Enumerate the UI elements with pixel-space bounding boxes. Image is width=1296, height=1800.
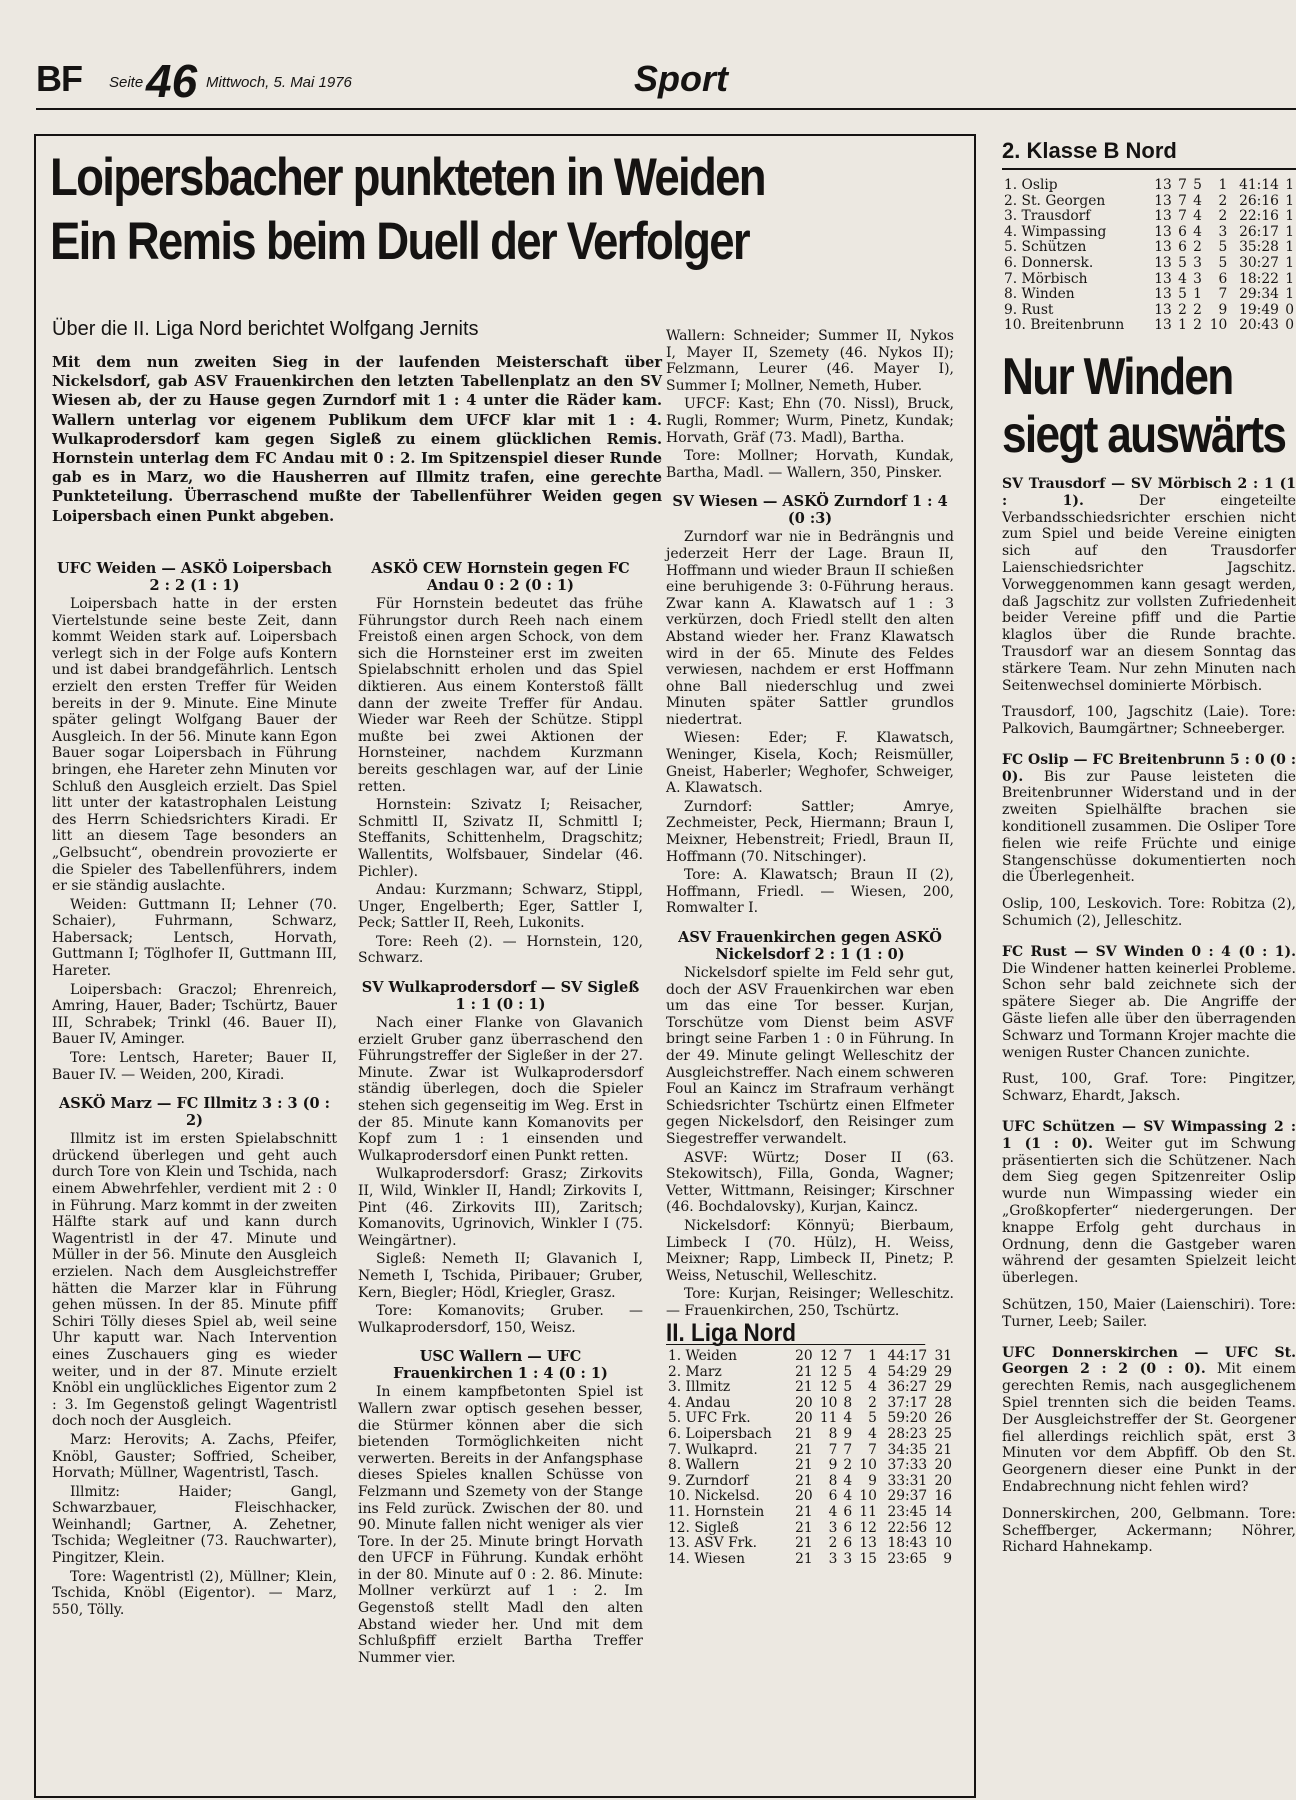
stat-cell: 3 (1218, 223, 1228, 240)
team-cell: 6. Loipersbach (668, 1426, 772, 1443)
stat-cell: 16 (934, 1488, 952, 1505)
table-row (666, 1536, 954, 1552)
stat-cell: 21 (795, 1379, 813, 1396)
stat-cell: 2 (843, 1457, 853, 1474)
stat-cell: 26 (934, 1410, 952, 1427)
stat-cell: 4 (843, 1410, 853, 1427)
lineup: Illmitz: Haider; Gangl, Schwarzbauer, Fleischhacker, Weinhandl; Gartner, A. Zehetner, Tschida; Wegleitner (73. Rauchwarter), Pingitzer, Klein. (52, 1483, 337, 1567)
table-row (1002, 194, 1296, 210)
lineup: Marz: Herovits; A. Zachs, Pfeifer, Knöbl, Gauster; Soffried, Scheiber, Horvath; Müllner, Wagentristl, Tasch. (52, 1431, 337, 1482)
stat-cell: 2 (1218, 192, 1228, 209)
stat-cell: 9 (843, 1426, 853, 1443)
lineup: Zurndorf: Sattler; Amrye, Zechmeister, Peck, Hiermann; Braun I, Meixner, Hebenstreit; Friedl, Braun II, Hoffmann (70. Nitschinger). (666, 798, 954, 865)
team-cell: 11. Hornstein (668, 1504, 765, 1520)
team-cell: 10. Breitenbrunn (1004, 317, 1125, 334)
stat-cell: 20 (795, 1410, 813, 1427)
stat-cell: 31 (934, 1348, 952, 1365)
liga-table-title: II. Liga Nord (666, 1325, 925, 1345)
game-title: UFC Schützen — SV Wimpassing 2 : 1 (1 : 0). (1002, 1119, 1296, 1152)
game-report: Loipersbach hatte in der ersten Viertelstunde seine beste Zeit, dann kommt Weiden stark auf. Loipersbach verlegt sich in der Folge aufs Kontern und ist dabei brandgefährlich. Lentsch erzielt den ersten Treffer für Weiden bereits in der 9. Minute. Eine Minute später gelingt Wolfgang Bauer der Ausgleich. In der 56. Minute kann Egon Bauer sogar Loipersbach in Führung bringen, ehe Hareter zehn Minuten vor Schluß den Ausgleich erzielt. Das Spiel litt unter der katastrophalen Leistung des Herrn Schiedsrichters Kiradi. Er litt an diesem Tage besonders an „Gelbsucht“, obendrein provozierte er die Spieler des Tabellenführers, indem er sie ständig auslachte. (52, 596, 337, 895)
stat-cell: 5 (1218, 254, 1228, 271)
team-cell: 9. Zurndorf (668, 1472, 749, 1489)
page-number: 46 (146, 55, 198, 107)
stat-cell: 29:37 (887, 1488, 928, 1505)
stat-cell: 5 (843, 1379, 853, 1396)
lineup: Loipersbach: Graczol; Ehrenreich, Amring, Hauer, Bader; Tschürtz, Bauer III, Schrabek; Trinkl (46. Bauer II), Bauer IV, Aminger. (52, 981, 337, 1048)
game-info: Trausdorf, 100, Jagschitz (Laie). Tore: Palkovich, Baumgärtner; Schneeberger. (1002, 704, 1296, 738)
stat-cell: 4 (828, 1504, 838, 1520)
game-report: Illmitz ist im ersten Spielabschnitt drückend überlegen und geht auch durch Tore von Klein und Tschida, nach einem Abwehrfehler, verdient mit 2 : 0 in Führung. Marz kommt in der zweiten Hälfte stark auf und kann durch Wagentristl in der 47. Minute und Müller in der 56. Minute den Ausgleich erzielen. Nach dem Ausgleichstreffer hätten die Marzer klar in Führung gehen müssen. In der 85. Minute pfiff Schiri Tölly dieses Spiel ab, weil seine Uhr kaputt war. Nach Intervention eines Zuschauers ging es wieder weiter, und in der 87. Minute erzielt Knöbl ein unglückliches Eigentor zum 2 : 3. Im Gegenstoß gelingt Wagentristl doch noch der Ausgleich. (52, 1131, 337, 1430)
table-row (666, 1443, 954, 1459)
stat-cell: 1 (1285, 270, 1294, 287)
stat-cell: 21 (934, 1441, 952, 1458)
game-title: SV Trausdorf — SV Mörbisch 2 : 1 (1 : 1). (1002, 475, 1296, 509)
team-cell: 14. Wiesen (668, 1550, 745, 1567)
game-title: UFC Weiden — ASKÖ Loipersbach 2 : 2 (1 : 1) (57, 560, 332, 594)
column-2 (358, 554, 643, 1666)
lineup: Andau: Kurzmann; Schwarz, Stippl, Unger, Engelberth; Eger, Sattler I, Peck; Sattler II, Reeh, Lukonits. (358, 882, 643, 932)
stat-cell: 21 (795, 1441, 813, 1458)
goals: Tore: Lentsch, Hareter; Bauer II, Bauer IV. — Weiden, 200, Kiradi. (52, 1050, 337, 1083)
game-title: FC Oslip — FC Breitenbrunn 5 : 0 (0 : 0). (1002, 751, 1296, 785)
table-row (666, 1427, 954, 1443)
stat-cell: 34:35 (887, 1441, 928, 1458)
lineup: Hornstein: Szivatz I; Reisacher, Schmittl II, Szivatz II, Schmittl I; Steffanits, Schittenhelm, Dragschitz; Wallentits, Wolfsbauer, Sindelar (46. Pichler). (358, 797, 643, 880)
table-row (666, 1396, 954, 1412)
stat-cell: 5 (868, 1410, 877, 1427)
stat-cell: 7 (1178, 208, 1187, 225)
table-row (666, 1458, 954, 1474)
goals: Tore: A. Klawatsch; Braun II (2), Hoffmann, Friedl. — Wiesen, 200, Romwalter I. (666, 867, 954, 917)
goals: Tore: Kurjan, Reisinger; Welleschitz. — Frauenkirchen, 250, Tschürtz. (666, 1286, 954, 1319)
stat-cell: 13 (1154, 317, 1172, 334)
stat-cell: 2 (1178, 301, 1187, 318)
team-cell: 9. Rust (1004, 301, 1054, 318)
table-row (1002, 272, 1296, 288)
game-title: ASKÖ CEW Hornstein gegen FC Andau 0 : 2 (0 : 1) (371, 560, 630, 594)
game-report: Zurndorf war nie in Bedrängnis und jederzeit Herr der Lage. Braun II, Hoffmann und wieder Braun II schießen eine beruhigende 3: 0-Führung heraus. Zwar kann A. Klawatsch auf 1 : 3 verkürzen, doch Friedl stellt den alten Abstand wieder her. Franz Klawatsch wird in der 65. Minute des Feldes verwiesen, nachdem er erst Hoffmann ohne Ball niederschlug und zwei Minuten später Sattler grundlos niedertrat. (666, 529, 954, 728)
team-cell: 2. Marz (668, 1363, 722, 1380)
stat-cell: 0 (1285, 301, 1294, 318)
team-cell: 6. Donnersk. (1004, 254, 1094, 271)
stat-cell: 4 (868, 1379, 877, 1396)
article-headline (50, 146, 833, 274)
stat-cell: 21 (795, 1457, 813, 1474)
stat-cell: 29 (934, 1363, 952, 1380)
stat-cell: 12 (819, 1348, 838, 1365)
stat-cell: 54:29 (887, 1363, 928, 1380)
stat-cell: 2 (868, 1394, 877, 1411)
stat-cell: 6 (843, 1535, 853, 1552)
stat-cell: 23:45 (887, 1504, 928, 1520)
stat-cell: 4 (843, 1488, 853, 1505)
stat-cell: 9 (828, 1457, 838, 1474)
stat-cell: 5 (1178, 254, 1187, 271)
stat-cell: 4 (1193, 223, 1202, 240)
game-info: Rust, 100, Graf. Tore: Pingitzer, Schwarz, Ehardt, Jaksch. (1002, 1071, 1296, 1105)
stat-cell: 26:17 (1239, 223, 1279, 240)
stat-cell: 59:20 (887, 1410, 928, 1427)
stat-cell: 2 (1193, 239, 1202, 256)
stat-cell: 6 (1218, 270, 1228, 287)
stat-cell: 33:31 (887, 1472, 928, 1489)
stat-cell: 13 (1154, 301, 1172, 318)
stat-cell: 13 (1154, 270, 1172, 287)
stat-cell: 1 (1178, 317, 1187, 334)
stat-cell: 1 (1285, 223, 1294, 240)
stat-cell: 44:17 (887, 1348, 928, 1365)
stat-cell: 7 (1218, 286, 1228, 303)
stat-cell: 15 (859, 1550, 877, 1567)
stat-cell: 2 (1193, 317, 1202, 334)
team-cell: 13. ASV Frk. (668, 1535, 758, 1552)
stat-cell: 6 (1178, 223, 1187, 240)
goals: Tore: Wagentristl (2), Müllner; Klein, Tschida, Knöbl (Eigentor). — Marz, 550, Tölly. (52, 1568, 337, 1618)
team-cell: 8. Wallern (668, 1457, 740, 1474)
stat-cell: 1 (1285, 254, 1294, 271)
headline-line-1: Loipersbacher punkteten in Weiden (50, 148, 765, 207)
stat-cell: 20 (934, 1457, 952, 1474)
section-title: Sport (634, 58, 728, 99)
stat-cell: 1 (1285, 192, 1294, 209)
stat-cell: 22:56 (887, 1519, 928, 1536)
team-cell: 5. UFC Frk. (668, 1410, 751, 1427)
stat-cell: 4 (1193, 208, 1202, 225)
stat-cell: 13 (1154, 192, 1172, 209)
table-row (666, 1365, 954, 1381)
team-cell: 3. Illmitz (668, 1379, 731, 1396)
stat-cell: 1 (1285, 286, 1294, 303)
stat-cell: 19:49 (1239, 301, 1279, 318)
table-row (1002, 209, 1296, 225)
goals: Tore: Komanovits; Gruber. — Wulkaprodersdorf, 150, Weisz. (358, 1303, 643, 1336)
stat-cell: 4 (868, 1426, 877, 1443)
table-row (666, 1474, 954, 1490)
stat-cell: 12 (859, 1519, 877, 1536)
stat-cell: 21 (795, 1550, 813, 1567)
right-column (1002, 134, 1296, 1570)
right-headline-line-1: Nur Winden (1002, 347, 1233, 406)
stat-cell: 21 (795, 1535, 813, 1552)
stat-cell: 21 (795, 1363, 813, 1380)
stat-cell: 22:16 (1239, 208, 1279, 225)
stat-cell: 7 (1178, 177, 1187, 193)
stat-cell: 4 (1178, 270, 1187, 287)
game-info: Donnerskirchen, 200, Gelbmann. Tore: Scheffberger, Ackermann; Nöhrer, Richard Hahnekamp. (1002, 1505, 1296, 1556)
stat-cell: 1 (1285, 239, 1294, 256)
team-cell: 2. St. Georgen (1004, 192, 1106, 209)
team-cell: 8. Winden (1004, 286, 1075, 303)
stat-cell: 2 (828, 1535, 838, 1552)
stat-cell: 30:27 (1239, 254, 1279, 271)
game-title: ASV Frauenkirchen gegen ASKÖ Nickelsdorf 2 : 1 (1 : 0) (678, 929, 942, 963)
stat-cell: 41:14 (1239, 177, 1279, 193)
stat-cell: 14 (934, 1504, 952, 1520)
team-cell: 3. Trausdorf (1004, 208, 1091, 225)
lineup: Nickelsdorf: Könnyü; Bierbaum, Limbeck I (70. Hülz), H. Weiss, Meixner; Rapp, Limbeck II, Pinetz; P. Weiss, Netuschil, Welleschitz. (666, 1217, 954, 1284)
game-report: UFC Schützen — SV Wimpassing 2 : 1 (1 : 0). Weiter gut im Schwung präsentierten sich die Schützener. Nach dem Sieg gegen Spitzenreiter Oslip wurde nun Wimpassing wieder ein „Großkopferter“ niedergerungen. Der knappe Erfolg geht durchaus in Ordnung, denn die Gastgeber waren während der gesamten Spielzeit leicht überlegen. (1002, 1119, 1296, 1287)
stat-cell: 25 (934, 1426, 952, 1443)
stat-cell: 7 (843, 1441, 853, 1458)
stat-cell: 0 (1285, 317, 1294, 334)
game-report: Nickelsdorf spielte im Feld sehr gut, doch der ASV Frauenkirchen war eben um das eine Tor besser. Kurjan, Torschütze vom Dienst beim ASVF bringt seine Farben 1 : 0 in Führung. In der 49. Minute gelingt Welleschitz der Ausgleichstreffer. Nach einem schweren Foul an Kaincz im Strafraum verhängt Schiedsrichter Tschürtz einen Elfmeter gegen Nickelsdorf, den Reisinger zum Siegestreffer verwandelt. (666, 965, 954, 1147)
stat-cell: 7 (843, 1348, 853, 1365)
table-row (1002, 318, 1296, 334)
stat-cell: 10 (819, 1394, 838, 1411)
team-cell: 5. Schützen (1004, 239, 1087, 256)
game-title: SV Wiesen — ASKÖ Zurndorf 1 : 4 (0 :3) (672, 493, 948, 528)
stat-cell: 10 (859, 1488, 877, 1505)
headline-line-2: Ein Remis beim Duell der Verfolger (50, 212, 749, 271)
stat-cell: 29 (934, 1379, 952, 1396)
issue-date: Mittwoch, 5. Mai 1976 (206, 74, 352, 91)
stat-cell: 13 (1154, 208, 1172, 225)
game-info: Oslip, 100, Leskovich. Tore: Robitza (2), Schumich (2), Jelleschitz. (1002, 896, 1296, 930)
stat-cell: 20 (795, 1348, 813, 1365)
stat-cell: 4 (1193, 192, 1202, 209)
table-row (1002, 240, 1296, 256)
table-row (666, 1411, 954, 1427)
lineup: Weiden: Guttmann II; Lehner (70. Schaier), Fuhrmann, Schwarz, Habersack; Lentsch, Horvath, Guttmann I; Töglhofer II, Guttmann III, Hareter. (52, 896, 337, 980)
stat-cell: 21 (795, 1472, 813, 1489)
column-3 (666, 326, 954, 1567)
team-cell: 1. Oslip (1004, 177, 1058, 193)
stat-cell: 12 (934, 1519, 952, 1536)
table-row (666, 1380, 954, 1396)
stat-cell: 11 (859, 1504, 877, 1520)
stat-cell: 13 (1154, 254, 1172, 271)
stat-cell: 21 (795, 1519, 813, 1536)
stat-cell: 28 (934, 1394, 952, 1411)
stat-cell: 1 (1218, 177, 1228, 193)
stat-cell: 1 (1285, 208, 1294, 225)
stat-cell: 13 (1154, 286, 1172, 303)
stat-cell: 3 (828, 1519, 838, 1536)
stat-cell: 3 (1193, 254, 1202, 271)
stat-cell: 21 (795, 1426, 813, 1443)
stat-cell: 21 (795, 1504, 813, 1520)
stat-cell: 10 (859, 1457, 877, 1474)
game-report: FC Rust — SV Winden 0 : 4 (0 : 1). Die Windener hatten keinerlei Probleme. Schon sehr bald zeichnete sich der spätere Sieger ab. Die Angriffe der Gäste liefen alle über den überragenden Schwarz und Tormann Krojer machte die wenigen Ruster Chancen zunichte. (1002, 943, 1296, 1061)
team-cell: 1. Weiden (668, 1348, 738, 1365)
stat-cell: 13 (859, 1535, 877, 1552)
table-row (666, 1489, 954, 1505)
stat-cell: 2 (1218, 208, 1228, 225)
stat-cell: 3 (1193, 270, 1202, 287)
game-report: SV Trausdorf — SV Mörbisch 2 : 1 (1 : 1). Der eingeteilte Verbandsschiedsrichter erschien nicht zum Spiel und beide Vereine einigten sich auf den Trausdorfer Laienschiedsrichter Jagschitz. Vorweggenommen kann gesagt werden, daß Jagschitz zur vollsten Zufriedenheit beider Vereine pfiff und die Partie klaglos über die Runde brachte. Trausdorf war an diesem Sonntag das stärkere Team. Nur zehn Minuten nach Seitenwechsel dominierte Mörbisch. (1002, 475, 1296, 694)
liga-standings-table (666, 1349, 954, 1567)
game-title: ASKÖ Marz — FC Illmitz 3 : 3 (0 : 2) (58, 1095, 331, 1130)
stat-cell: 7 (868, 1441, 877, 1458)
byline: Über die II. Liga Nord berichtet Wolfgang Jernits (52, 318, 479, 340)
team-cell: 7. Wulkaprd. (668, 1441, 758, 1458)
stat-cell: 8 (828, 1426, 838, 1443)
stat-cell: 37:33 (887, 1457, 928, 1474)
game-report: FC Oslip — FC Breitenbrunn 5 : 0 (0 : 0). Bis zur Pause leisteten die Breitenbrunner Widerstand und in der zweiten Spielhälfte brachen sie konditionell zusammen. Die Osliper Tore fielen wie reife Früchte und einige Stangenschüsse dokumentierten noch die Überlegenheit. (1002, 751, 1296, 886)
stat-cell: 4 (868, 1363, 877, 1380)
stat-cell: 8 (828, 1472, 838, 1489)
table-row (1002, 287, 1296, 303)
stat-cell: 37:17 (887, 1394, 928, 1411)
table-row (1002, 225, 1296, 241)
stat-cell: 20:43 (1239, 317, 1279, 334)
team-cell: 7. Mörbisch (1004, 270, 1088, 287)
stat-cell: 12 (819, 1363, 838, 1380)
lineup: Sigleß: Nemeth II; Glavanich I, Nemeth I, Tschida, Piribauer; Gruber, Kern, Biegler; Hödl, Kriegler, Grasz. (358, 1251, 643, 1301)
stat-cell: 10 (1209, 317, 1228, 334)
stat-cell: 4 (843, 1472, 853, 1489)
stat-cell: 23:65 (887, 1550, 928, 1567)
game-title: USC Wallern — UFC Frauenkirchen 1 : 4 (0 : 1) (393, 1348, 608, 1383)
team-cell: 12. Sigleß (668, 1519, 739, 1536)
klasse-standings-table (1002, 178, 1296, 334)
stat-cell: 8 (843, 1394, 853, 1411)
masthead-rule (36, 108, 1296, 110)
game-title: UFC Donnerskirchen — UFC St. Georgen 2 : 2 (0 : 0). (1002, 1344, 1296, 1378)
stat-cell: 10 (934, 1535, 952, 1552)
goals: Tore: Mollner; Horvath, Kundak, Bartha, Madl. — Wallern, 350, Pinsker. (666, 448, 954, 481)
stat-cell: 6 (828, 1488, 838, 1505)
table-row (1002, 256, 1296, 272)
stat-cell: 35:28 (1239, 239, 1279, 256)
stat-cell: 20 (795, 1394, 813, 1411)
stat-cell: 5 (1178, 286, 1187, 303)
stat-cell: 7 (1178, 192, 1187, 209)
stat-cell: 20 (795, 1488, 813, 1505)
lineup: Wallern: Schneider; Summer II, Nykos I, Mayer II, Szemety (46. Nykos II); Felzmann, Leurer (46. Mayer I), Summer I; Mollner, Nemeth, Huber. (666, 328, 954, 394)
stat-cell: 5 (1193, 177, 1202, 193)
stat-cell: 9 (943, 1550, 952, 1567)
page-label: Seite (109, 74, 144, 91)
stat-cell: 36:27 (887, 1379, 928, 1396)
stat-cell: 18:22 (1239, 270, 1279, 287)
stat-cell: 7 (828, 1441, 838, 1458)
stat-cell: 5 (1218, 239, 1228, 256)
stat-cell: 28:23 (887, 1426, 928, 1443)
stat-cell: 20 (934, 1472, 952, 1489)
stat-cell: 26:16 (1239, 192, 1279, 209)
stat-cell: 13 (1154, 239, 1172, 256)
game-info: Schützen, 150, Maier (Laienschiri). Tore: Turner, Leeb; Sailer. (1002, 1297, 1296, 1330)
table-row (666, 1505, 954, 1521)
table-row (666, 1349, 954, 1365)
stat-cell: 13 (1154, 177, 1172, 193)
right-headline-line-2: siegt auswärts (1002, 405, 1286, 464)
stat-cell: 12 (819, 1379, 838, 1396)
game-title: FC Rust — SV Winden 0 : 4 (0 : 1). (1002, 943, 1296, 960)
lineup: UFCF: Kast; Ehn (70. Nissl), Bruck, Rugli, Rommer; Wurm, Pinetz, Kundak; Horvath, Gräf (73. Madl), Bartha. (666, 396, 954, 446)
team-cell: 4. Wimpassing (1004, 223, 1107, 240)
lineup: Wiesen: Eder; F. Klawatsch, Weninger, Kisela, Koch; Reismüller, Gneist, Haberler; Weghofer, Schweiger, A. Klawatsch. (666, 730, 954, 797)
stat-cell: 18:43 (887, 1535, 928, 1552)
lineup: Wulkaprodersdorf: Grasz; Zirkovits II, Wild, Winkler II, Handl; Zirkovits I, Pint (46. Zirkovits III), Zaritsch; Komanovits, Ugrinovich, Winkler I (75. Weingärtner). (358, 1166, 643, 1249)
stat-cell: 9 (868, 1472, 877, 1489)
stat-cell: 6 (843, 1519, 853, 1536)
right-headline (1002, 347, 1286, 464)
stat-cell: 6 (1178, 239, 1187, 256)
game-report: Nach einer Flanke von Glavanich erzielt Gruber ganz überraschend den Führungstreffer der Sigleßer in der 27. Minute. Zwar ist Wulkaprodersdorf ständig überlegen, doch die Spieler stehen sich gegenseitig im Weg. Erst in der 85. Minute kann Komanovits per Kopf zum 1 : 1 einsenden und Wulkaprodersdorf einen Punkt retten. (358, 1015, 643, 1164)
game-report: Für Hornstein bedeutet das frühe Führungstor durch Reeh nach einem Freistoß einen argen Schock, von dem sich die Hornsteiner erst im zweiten Spielabschnitt erholen und das Spiel diktieren. Aus einem Konterstoß fällt dann der zweite Treffer für Andau. Wieder war Reeh der Schütze. Stippl mußte bei zwei Aktionen der Hornsteiner, nachdem Kurzmann bereits geschlagen war, auf der Linie retten. (358, 596, 643, 795)
lineup: ASVF: Würtz; Doser II (63. Stekowitsch), Filla, Gonda, Wagner; Vetter, Wittmann, Reisinger; Kirschner (46. Bochdalovsky), Kurjan, Kaincz. (666, 1149, 954, 1216)
stat-cell: 3 (843, 1550, 853, 1567)
stat-cell: 29:34 (1239, 286, 1279, 303)
game-report: In einem kampfbetonten Spiel ist Wallern zwar optisch gesehen besser, die Stürmer können aber die sich bietenden Tormöglichkeiten nicht verwerten. Bereits in der Anfangsphase dieses Spieles knallen Schüsse von Felzmann und Szemety von der Stange ins Feld zurück. Zwischen der 80. und 90. Minute fallen nicht weniger als vier Tore. In der 25. Minute bringt Horvath den UFCF in Führung. Kundak erhöht in der 80. Minute auf 0 : 2. 86. Minute: Mollner verkürzt auf 1 : 2. Im Gegenstoß stellt Madl den alten Abstand wieder her. Und mit dem Schlußpfiff erzielt Bartha Treffer Nummer vier. (358, 1384, 643, 1666)
table-row (666, 1521, 954, 1537)
stat-cell: 3 (828, 1550, 838, 1567)
goals: Tore: Reeh (2). — Hornstein, 120, Schwarz. (358, 933, 643, 967)
game-report: UFC Donnerskirchen — UFC St. Georgen 2 : 2 (0 : 0). Mit einem gerechten Remis, nach ausgeglichenem Spiel trennten sich die beiden Teams. Der Ausgleichstreffer der St. Georgener fiel allerdings reichlich spät, erst 3 Minuten vor dem Abpfiff. Ob den St. Georgenern dieser eine Punkt in der Endabrechnung nicht fehlen wird? (1002, 1344, 1296, 1495)
stat-cell: 6 (843, 1504, 853, 1520)
newspaper-logo: BF (36, 58, 82, 99)
article-intro: Mit dem nun zweiten Sieg in der laufenden Meisterschaft über Nickelsdorf, gab ASV Frauenkirchen den letzten Tabellenplatz an den SV Wiesen ab, der zu Hause gegen Zurndorf mit 1 : 4 unter die Räder kam. Wallern unterlag vor eigenem Publikum dem UFCF klar mit 1 : 4. Wulkaprodersdorf kam gegen Sigleß zu einem glücklichen Remis. Hornstein unterlag dem FC Andau mit 0 : 2. Im Spitzenspiel dieser Runde gab es in Marz, wo die Hausherren auf Illmitz trafen, eine gerechte Punkteteilung. Überraschend mußte der Tabellenführer Weiden gegen Loipersbach einen Punkt abgeben. (52, 354, 662, 525)
stat-cell: 9 (1218, 301, 1228, 318)
stat-cell: 1 (868, 1348, 877, 1365)
game-title: SV Wulkaprodersdorf — SV Sigleß 1 : 1 (0 : 1) (361, 979, 640, 1014)
stat-cell: 13 (1154, 223, 1172, 240)
klasse-table-title: 2. Klasse B Nord (1002, 138, 1296, 170)
table-row (1002, 178, 1296, 194)
team-cell: 10. Nickelsd. (668, 1488, 760, 1505)
masthead (36, 52, 1296, 110)
table-row (666, 1552, 954, 1568)
stat-cell: 5 (843, 1363, 853, 1380)
team-cell: 4. Andau (668, 1394, 731, 1411)
stat-cell: 1 (1193, 286, 1202, 303)
stat-cell: 1 (1285, 177, 1294, 193)
stat-cell: 11 (819, 1410, 838, 1427)
stat-cell: 2 (1193, 301, 1202, 318)
column-1 (52, 554, 337, 1618)
table-row (1002, 303, 1296, 319)
